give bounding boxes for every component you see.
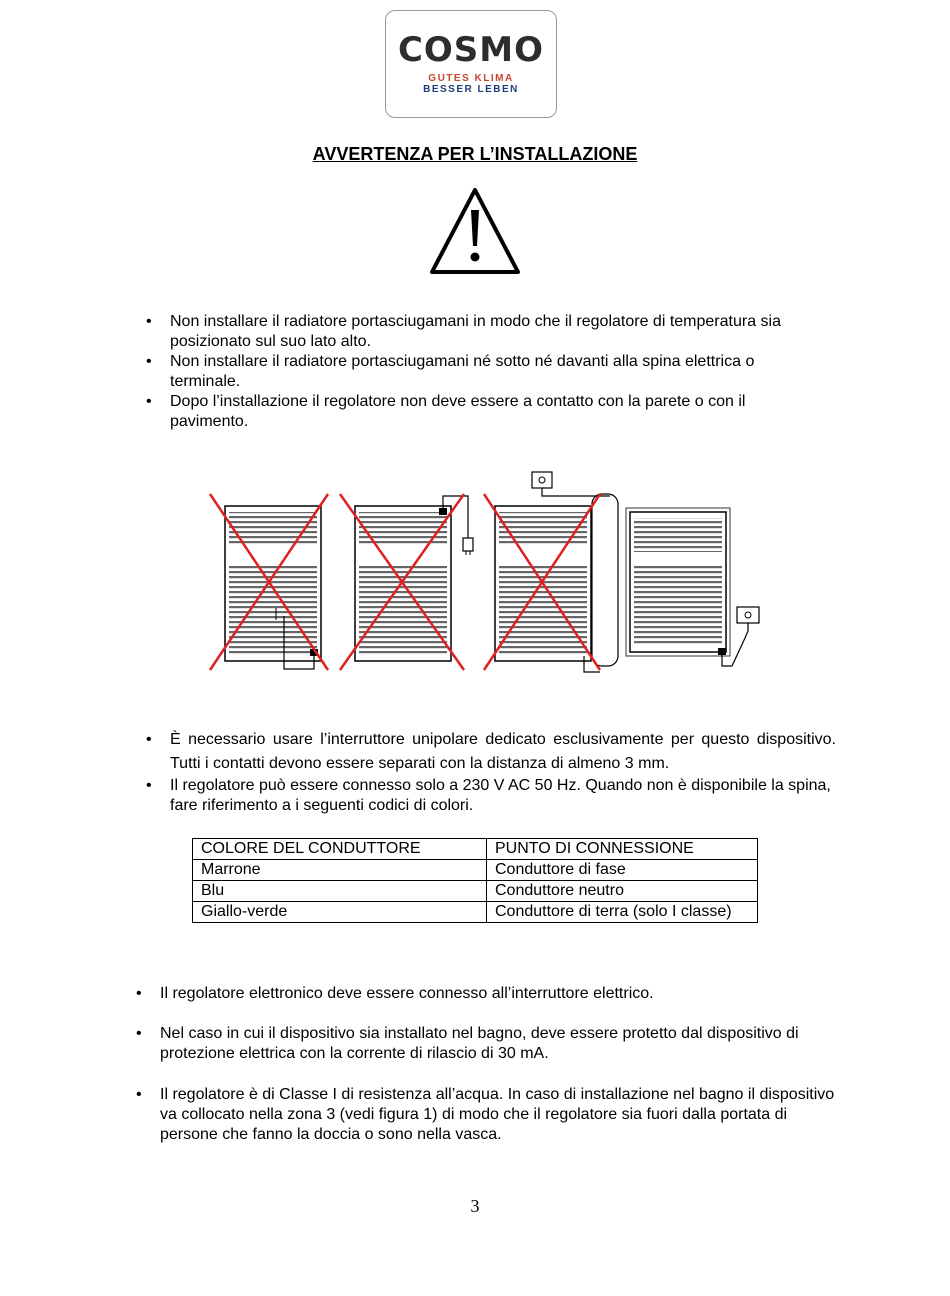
list-item: • Non installare il radiatore portasciugamani in modo che il regolatore di temperatura sia posizionato sul suo lato alto. <box>146 313 781 350</box>
table-cell: Marrone <box>193 860 487 881</box>
list-item-text: Il regolatore può essere connesso solo a 230 V AC 50 Hz. Quando non è disponibile la spina, fare riferimento a i seguenti codici di colori. <box>170 777 831 814</box>
table-header-row <box>193 839 758 860</box>
radiator-correct-installation <box>626 508 759 666</box>
radiator-wrong-in-front-of-socket <box>484 472 618 672</box>
bottom-warning-1 <box>136 984 836 1004</box>
table-cell: Conduttore neutro <box>487 881 758 902</box>
list-item-text: È necessario usare l’interruttore unipolare dedicato esclusivamente per questo dispositivo. Tutti i contatti devono essere separati con la distanza di almeno 3 mm. <box>170 731 836 772</box>
cosmo-logo <box>385 10 557 118</box>
list-item: • Dopo l’installazione il regolatore non deve essere a contatto con la parete o con il pavimento. <box>146 393 746 430</box>
radiator-wrong-above-plug <box>340 494 473 670</box>
radiator-wrong-thermostat-top <box>210 494 328 670</box>
list-item: • Il regolatore è di Classe I di resistenza all’acqua. In caso di installazione nel bagno il dispositivo va collocato nella zona 3 (vedi figura 1) di modo che il regolatore sia fuori dalla portata di persone che fanno la doccia o sono nella vasca. <box>136 1086 835 1143</box>
electrical-requirements-list <box>146 728 836 816</box>
list-item-text: Non installare il radiatore portasciugamani in modo che il regolatore di temperatura sia posizionato sul suo lato alto. <box>170 313 781 350</box>
power-socket-icon <box>532 472 552 488</box>
installation-warnings-top <box>146 312 826 432</box>
conductor-color-table <box>192 838 758 923</box>
list-item-text: Il regolatore elettronico deve essere connesso all’interruttore elettrico. <box>160 985 654 1002</box>
warning-triangle-icon <box>428 186 522 276</box>
list-item-text: Non installare il radiatore portasciugamani né sotto né davanti alla spina elettrica o terminale. <box>170 353 755 390</box>
table-cell: Conduttore di fase <box>487 860 758 881</box>
table-cell: Giallo-verde <box>193 902 487 923</box>
installation-positions-figure <box>200 466 770 676</box>
table-row <box>193 860 758 881</box>
list-item: • Nel caso in cui il dispositivo sia installato nel bagno, deve essere protetto dal dispositivo di protezione elettrica con la corrente di rilascio di 30 mA. <box>136 1025 799 1062</box>
bottom-warning-2 <box>136 1024 836 1064</box>
list-item: • Il regolatore può essere connesso solo a 230 V AC 50 Hz. Quando non è disponibile la spina, fare riferimento a i seguenti codici di colori. <box>146 777 831 814</box>
table-cell: Blu <box>193 881 487 902</box>
logo-tagline-1: GUTES KLIMA <box>428 73 514 84</box>
list-item: • Non installare il radiatore portasciugamani né sotto né davanti alla spina elettrica o terminale. <box>146 353 755 390</box>
list-item-text: Il regolatore è di Classe I di resistenza all’acqua. In caso di installazione nel bagno il dispositivo va collocato nella zona 3 (vedi figura 1) di modo che il regolatore sia fuori dalla portata di persone che fanno la doccia o sono nella vasca. <box>160 1086 835 1143</box>
table-cell: Conduttore di terra (solo I classe) <box>487 902 758 923</box>
logo-wordmark: COSMO <box>397 30 545 70</box>
page-title: AVVERTENZA PER L’INSTALLAZIONE <box>312 144 638 164</box>
list-item-text: Dopo l’installazione il regolatore non deve essere a contatto con la parete o con il pavimento. <box>170 393 746 430</box>
table-row <box>193 902 758 923</box>
power-socket-icon <box>737 607 759 623</box>
table-row <box>193 881 758 902</box>
list-item: • Il regolatore elettronico deve essere connesso all’interruttore elettrico. <box>136 985 654 1002</box>
page-number: 3 <box>470 1196 480 1216</box>
list-item: • È necessario usare l’interruttore unipolare dedicato esclusivamente per questo dispositivo. Tutti i contatti devono essere separati con la distanza di almeno 3 mm. <box>146 731 836 772</box>
table-header-cell: COLORE DEL CONDUTTORE <box>193 839 487 860</box>
logo-tagline-2: BESSER LEBEN <box>423 84 519 95</box>
list-item-text: Nel caso in cui il dispositivo sia installato nel bagno, deve essere protetto dal dispositivo di protezione elettrica con la corrente di rilascio di 30 mA. <box>160 1025 799 1062</box>
table-header-cell: PUNTO DI CONNESSIONE <box>487 839 758 860</box>
plug-icon <box>463 538 473 555</box>
bottom-warning-3 <box>136 1085 836 1145</box>
